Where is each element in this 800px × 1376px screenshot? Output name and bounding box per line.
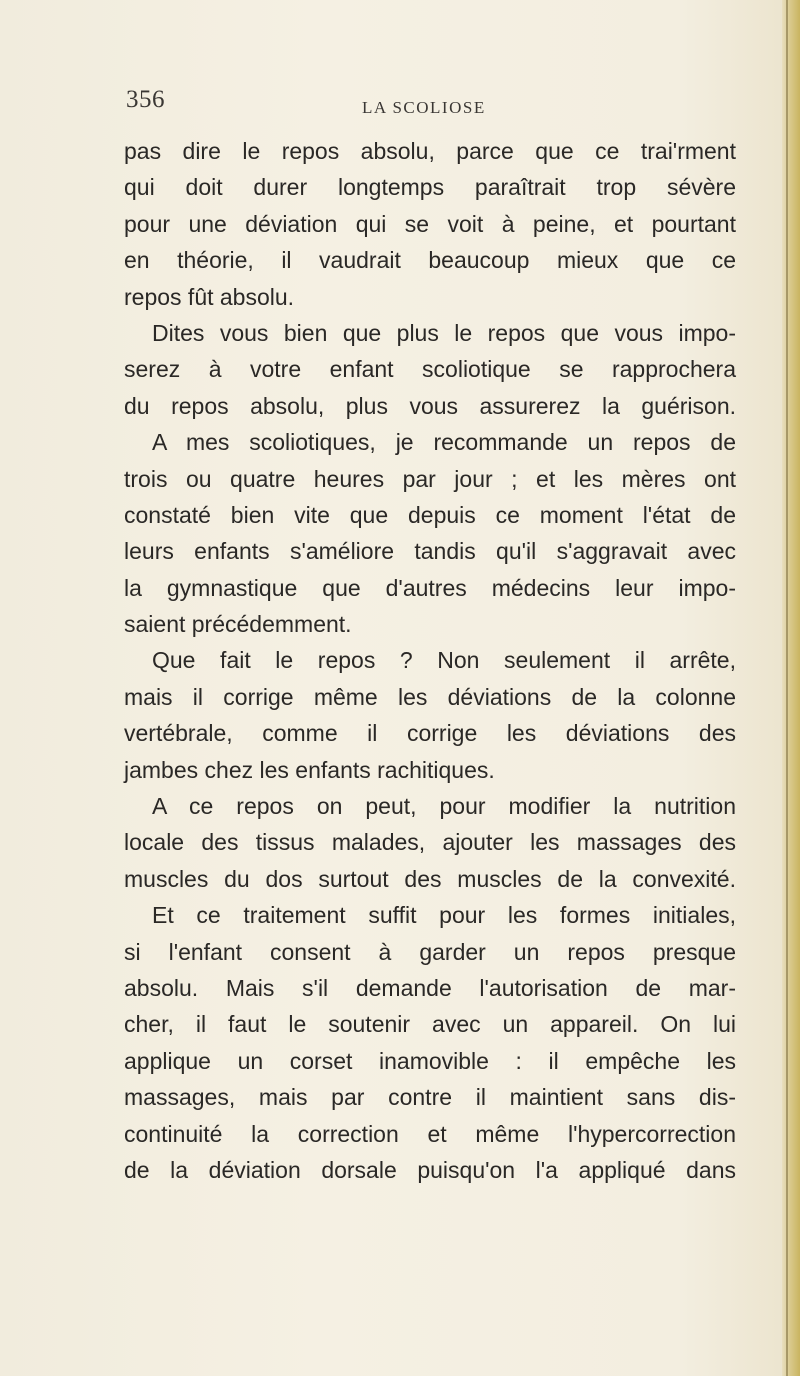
text-line: pas dire le repos absolu, parce que ce trai'rment xyxy=(124,138,736,164)
text-line: vertébrale, comme il corrige les déviations des xyxy=(124,720,736,747)
text-line: pour une déviation qui se voit à peine, et pourtant xyxy=(124,210,736,237)
text-line: Et ce traitement suffit pour les formes initiales, xyxy=(152,902,736,929)
page-edge-line xyxy=(786,0,788,1376)
text-line: mais il corrige même les déviations de la colonne xyxy=(124,683,736,710)
page-header xyxy=(126,86,726,126)
text-line: Dites vous bien que plus le repos que vous impo- xyxy=(152,319,736,346)
text-line: la gymnastique que d'autres médecins leur impo- xyxy=(124,574,736,601)
text-line: continuité la correction et même l'hypercorrection xyxy=(124,1120,736,1147)
running-title: LA SCOLIOSE xyxy=(362,98,486,117)
text-line: massages, mais par contre il maintient sans dis- xyxy=(124,1084,736,1111)
text-line: saient précédemment. xyxy=(124,611,352,638)
text-line: Que fait le repos ? Non seulement il arrête, xyxy=(152,647,736,674)
text-line: en théorie, il vaudrait beaucoup mieux que ce xyxy=(124,247,736,274)
text-line: locale des tissus malades, ajouter les massages des xyxy=(124,829,736,856)
text-line: A ce repos on peut, pour modifier la nutrition xyxy=(152,793,736,820)
text-line: si l'enfant consent à garder un repos presque xyxy=(124,938,736,965)
text-line: cher, il faut le soutenir avec un appareil. On lui xyxy=(124,1011,736,1038)
text-line: jambes chez les enfants rachitiques. xyxy=(124,756,495,783)
text-line: leurs enfants s'améliore tandis qu'il s'aggravait avec xyxy=(124,538,736,565)
text-line: muscles du dos surtout des muscles de la convexité. xyxy=(124,865,736,892)
text-line: repos fût absolu. xyxy=(124,283,295,310)
text-line: serez à votre enfant scoliotique se rapprochera xyxy=(124,356,736,383)
text-line: applique un corset inamovible : il empêche les xyxy=(124,1047,736,1074)
text-line: A mes scoliotiques, je recommande un repos de xyxy=(152,429,736,456)
page-number: 356 xyxy=(126,86,165,113)
text-line: absolu. Mais s'il demande l'autorisation de mar- xyxy=(124,974,736,1001)
text-line: constaté bien vite que depuis ce moment l'état de xyxy=(124,501,736,528)
text-line: du repos absolu, plus vous assurerez la guérison. xyxy=(124,392,736,419)
text-line: trois ou quatre heures par jour ; et les mères ont xyxy=(124,465,736,492)
text-line: qui doit durer longtemps paraîtrait trop sévère xyxy=(124,174,736,201)
page-edge xyxy=(782,0,800,1376)
body-text xyxy=(124,133,736,1188)
text-line: de la déviation dorsale puisqu'on l'a appliqué dans xyxy=(124,1156,736,1183)
